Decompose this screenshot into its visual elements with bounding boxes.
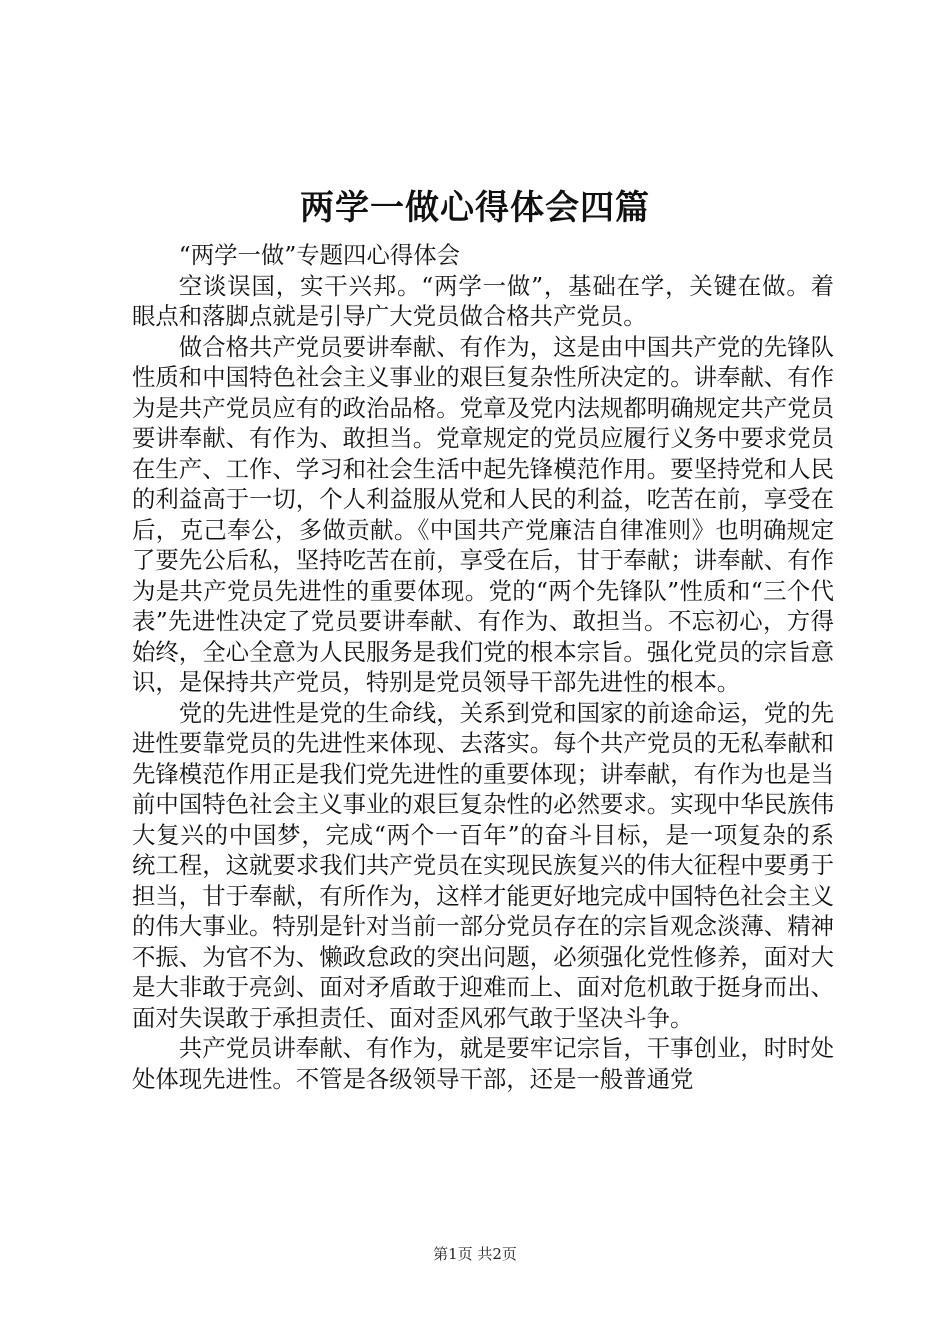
document-title: 两学一做心得体会四篇 — [300, 188, 650, 228]
paragraph: 共产党员讲奉献、有作为，就是要牢记宗旨，干事创业，时时处处体现先进性。不管是各级领导干部，还是一般普通党 — [132, 1034, 834, 1093]
page-footer: 第1页 共2页 — [433, 1245, 517, 1263]
paragraph: 空谈误国，实干兴邦。“两学一做”，基础在学，关键在做。着眼点和落脚点就是引导广大党员做合格共产党员。 — [132, 271, 834, 330]
paragraph: 做合格共产党员要讲奉献、有作为，这是由中国共产党的先锋队性质和中国特色社会主义事业的艰巨复杂性所决定的。讲奉献、有作为是共产党员应有的政治品格。党章及党内法规都明确规定共产党员要讲奉献、有作为、敢担当。党章规定的党员应履行义务中要求党员在生产、工作、学习和社会生活中起先锋模范作用。要坚持党和人民的利益高于一切，个人利益服从党和人民的利益，吃苦在前，享受在后，克己奉公，多做贡献。《中国共产党廉洁自律准则》也明确规定了要先公后私，坚持吃苦在前，享受在后，甘于奉献；讲奉献、有作为是共产党员先进性的重要体现。党的“两个先锋队”性质和“三个代表”先进性决定了党员要讲奉献、有作为、敢担当。不忘初心，方得始终，全心全意为人民服务是我们党的根本宗旨。强化党员的宗旨意识，是保持共产党员，特别是党员领导干部先进性的根本。 — [132, 332, 834, 696]
document-body — [132, 240, 834, 1094]
paragraph-subtitle: “两学一做”专题四心得体会 — [178, 241, 461, 269]
paragraph: 党的先进性是党的生命线，关系到党和国家的前途命运，党的先进性要靠党员的先进性来体现、去落实。每个共产党员的无私奉献和先锋模范作用正是我们党先进性的重要体现；讲奉献，有作为也是当前中国特色社会主义事业的艰巨复杂性的必然要求。实现中华民族伟大复兴的中国梦，完成“两个一百年”的奋斗目标，是一项复杂的系统工程，这就要求我们共产党员在实现民族复兴的伟大征程中要勇于担当，甘于奉献，有所作为，这样才能更好地完成中国特色社会主义的伟大事业。特别是针对当前一部分党员存在的宗旨观念淡薄、精神不振、为官不为、懒政怠政的突出问题，必须强化党性修养，面对大是大非敢于亮剑、面对矛盾敢于迎难而上、面对危机敢于挺身而出、面对失误敢于承担责任、面对歪风邪气敢于坚决斗争。 — [132, 698, 834, 1032]
